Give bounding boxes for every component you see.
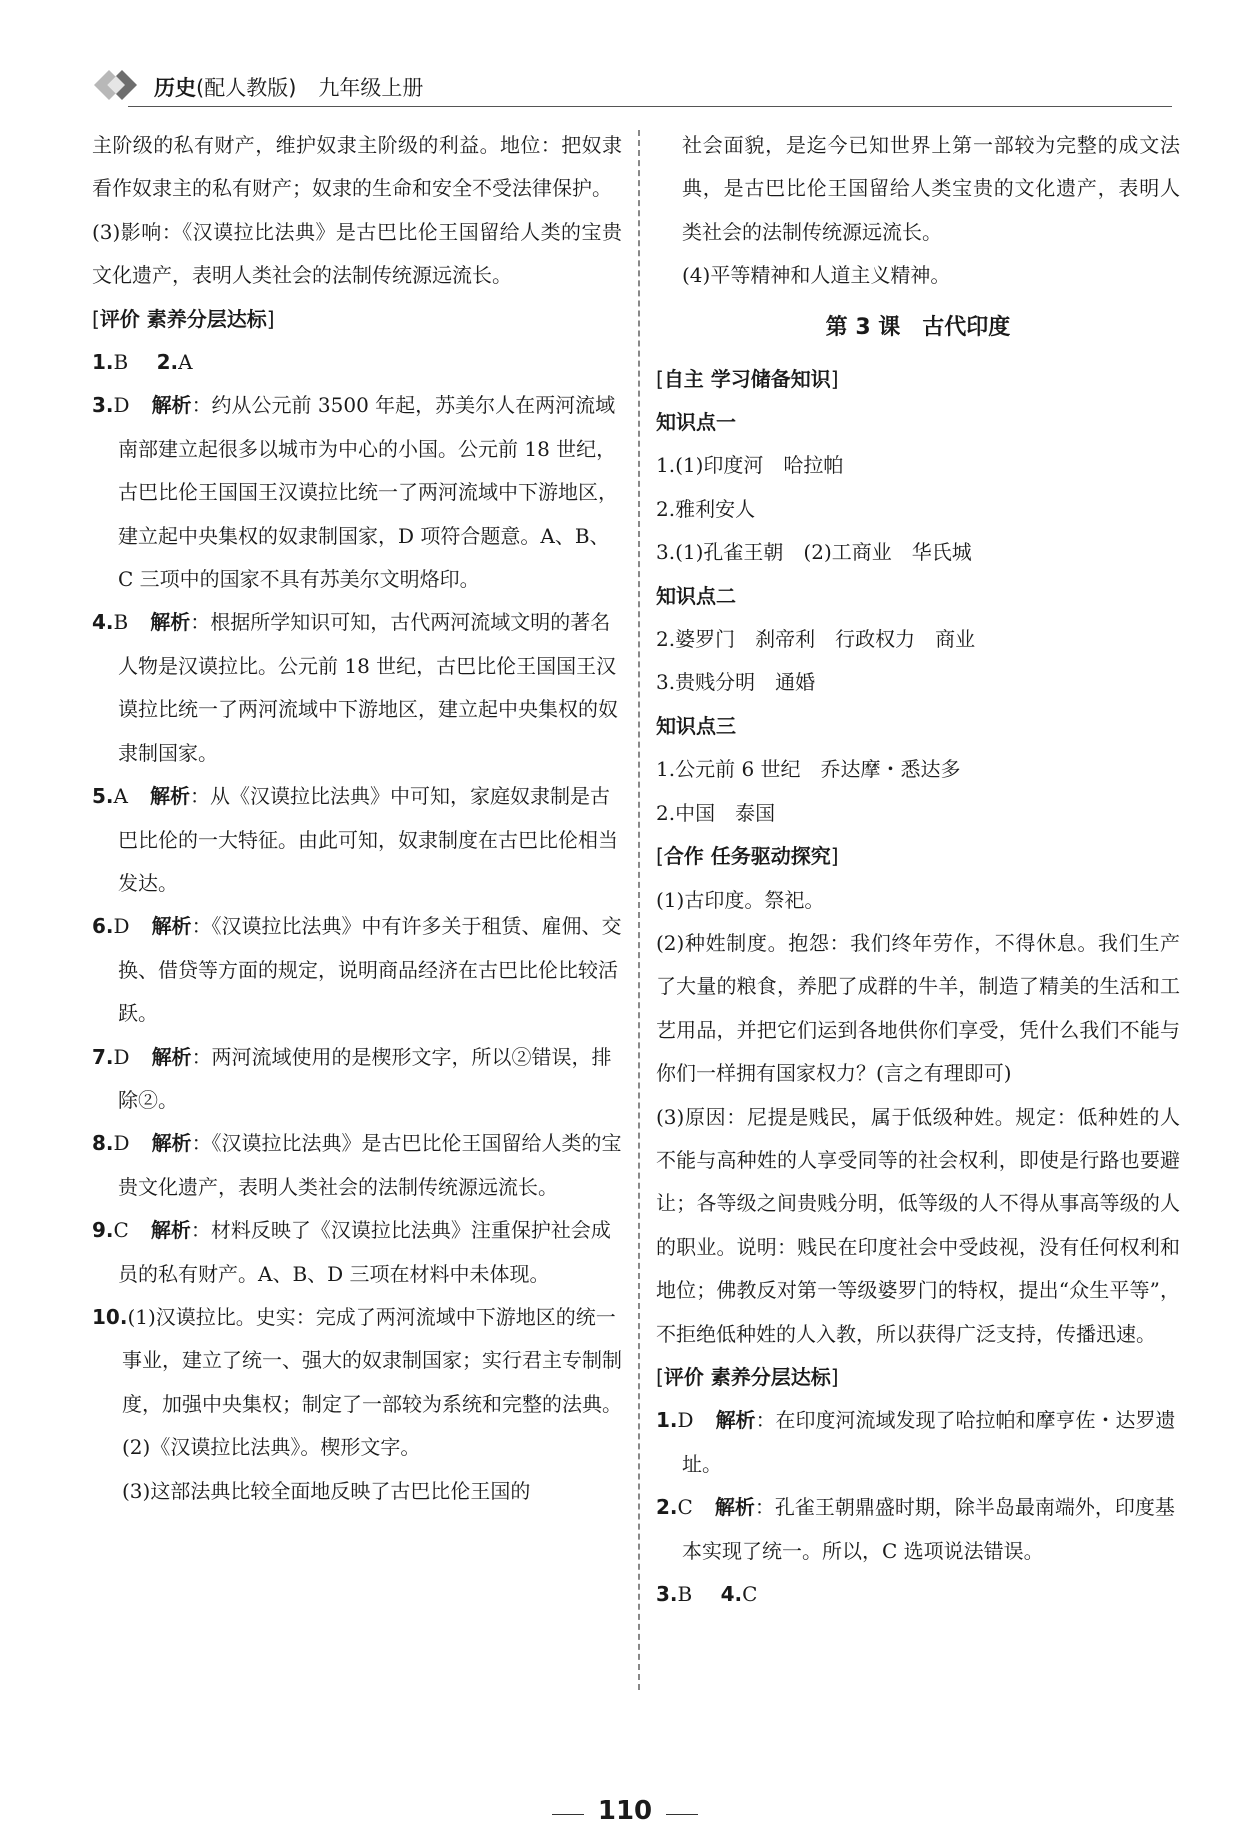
section-heading: [评价 素养分层达标] [92,306,275,331]
knowledge-point-2: 知识点二 [656,583,736,608]
right-column [656,124,1180,1616]
section-heading: [自主 学习储备知识] [656,366,839,391]
knowledge-point-3: 知识点三 [656,713,736,738]
kp1-item: 2.雅利安人 [656,496,756,521]
header-title [154,72,423,102]
answer-4-text: (4)平等精神和人道主义精神。 [682,263,951,288]
question-2: 2.C 解析：孔雀王朝鼎盛时期，除半岛最南端外，印度基本实现了统一。所以，C 选项说法错误。 [656,1495,1175,1563]
inquiry-answer-2: (2)种姓制度。抱怨：我们终年劳作，不得休息。我们生产了大量的粮食，养肥了成群的牛羊，制造了精美的生活和工艺用品，并把它们运到各地供你们享受，凭什么我们不能与你们一样拥有国家权力？(言之有理即可) [656,930,1180,1086]
question-8: 8.D 解析：《汉谟拉比法典》是古巴比伦王国留给人类的宝贵文化遗产，表明人类社会的法制传统源远流长。 [92,1131,622,1199]
question-3: 3.D 解析：约从公元前 3500 年起，苏美尔人在两河流域南部建立起很多以城市为中心的小国。公元前 18 世纪，古巴比伦王国国王汉谟拉比统一了两河流域中下游地区，建立起中央集权的奴隶制国家，D 项符合题意。A、B、C 三项中的国家不具有苏美尔文明烙印。 [92,393,618,592]
footer-dash [666,1814,698,1815]
left-column [92,124,622,1513]
inquiry-answer-1: (1)古印度。祭祀。 [656,887,825,912]
footer-dash [552,1814,584,1815]
question-5: 5.A 解析：从《汉谟拉比法典》中可知，家庭奴隶制是古巴比伦的一大特征。由此可知，奴隶制度在古巴比伦相当发达。 [92,784,618,895]
page-header [92,62,1172,110]
column-divider [638,130,640,1690]
question-10-part-3: (3)这部法典比较全面地反映了古巴比伦王国的 [122,1478,531,1503]
question-10-part-2: (2)《汉谟拉比法典》。楔形文字。 [122,1435,421,1460]
question-7: 7.D 解析：两河流域使用的是楔形文字，所以②错误，排除②。 [92,1044,612,1112]
knowledge-point-1: 知识点一 [656,410,736,435]
subject-name: 历史 [154,76,196,100]
kp2-item: 2.婆罗门 刹帝利 行政权力 商业 [656,627,976,652]
kp3-item: 1.公元前 6 世纪 乔达摩・悉达多 [656,757,961,782]
section-heading: [合作 任务驱动探究] [656,844,839,869]
kp1-item: 3.(1)孔雀王朝 (2)工商业 华氏城 [656,540,972,565]
continuation-text: 社会面貌，是迄今已知世界上第一部较为完整的成文法典，是古巴比伦王国留给人类宝贵的文化遗产，表明人类社会的法制传统源远流长。 [682,133,1180,244]
answer-row: 1.B 2.A [92,350,193,375]
inquiry-answer-3: (3)原因：尼提是贱民，属于低级种姓。规定：低种姓的人不能与高种姓的人享受同等的社会权利，即使是行路也要避让；各等级之间贵贱分明，低等级的人不得从事高等级的人的职业。说明：贱民在印度社会中受歧视，没有任何权利和地位；佛教反对第一等级婆罗门的特权，提出“众生平等”，不拒绝低种姓的人入教，所以获得广泛支持，传播迅速。 [656,1104,1180,1346]
section-heading: [评价 素养分层达标] [656,1364,839,1389]
answer-row: 3.B 4.C [656,1582,758,1606]
question-6: 6.D 解析：《汉谟拉比法典》中有许多关于租赁、雇佣、交换、借贷等方面的规定，说明商品经济在古巴比伦比较活跃。 [92,914,622,1026]
page-footer [0,1796,1250,1826]
influence-text: (3)影响：《汉谟拉比法典》是古巴比伦王国留给人类的宝贵文化遗产，表明人类社会的法制传统源远流长。 [92,219,622,288]
grade: 九年级上册 [318,76,424,100]
lesson-title: 第 3 课 古代印度 [825,314,1011,340]
edition: (配人教版) [196,76,297,100]
question-9: 9.C 解析：材料反映了《汉谟拉比法典》注重保护社会成员的私有财产。A、B、D 三项在材料中未体现。 [92,1218,611,1286]
kp1-item: 1.(1)印度河 哈拉帕 [656,453,844,478]
question-4: 4.B 解析：根据所学知识可知，古代两河流域文明的著名人物是汉谟拉比。公元前 18 世纪，古巴比伦王国国王汉谟拉比统一了两河流域中下游地区，建立起中央集权的奴隶制国家。 [92,610,618,765]
question-1: 1.D 解析：在印度河流域发现了哈拉帕和摩亨佐・达罗遗址。 [656,1408,1176,1476]
page-number: 110 [597,1796,653,1826]
continuation-text: 主阶级的私有财产，维护奴隶主阶级的利益。地位：把奴隶看作奴隶主的私有财产；奴隶的生命和安全不受法律保护。 [92,133,622,201]
kp3-item: 2.中国 泰国 [656,800,776,825]
diamond-logo-icon [92,68,142,102]
header-rule [128,106,1172,107]
question-10-part-1: 10.(1)汉谟拉比。史实：完成了两河流域中下游地区的统一事业，建立了统一、强大的奴隶制国家；实行君主专制制度，加强中央集权；制定了一部较为系统和完整的法典。 [92,1304,622,1416]
kp2-item: 3.贵贱分明 通婚 [656,670,816,695]
